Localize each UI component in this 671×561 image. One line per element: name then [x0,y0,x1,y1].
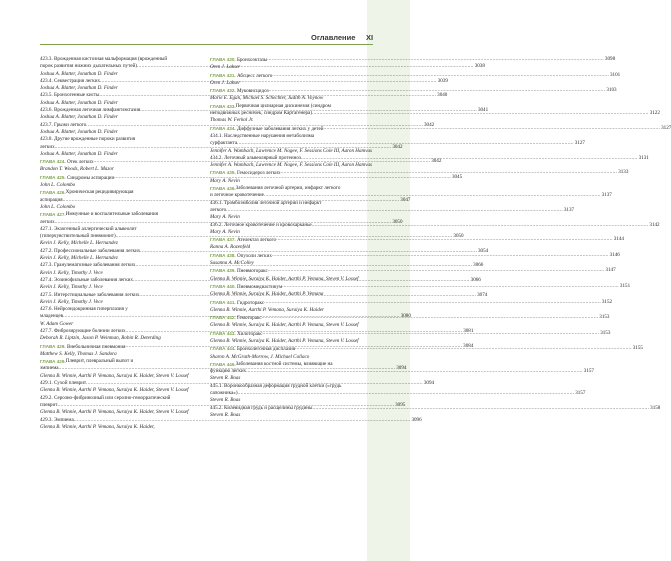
entry-title: функцию легких [210,368,247,375]
page-ref: 3038 [474,63,485,70]
page-ref: 3042 [423,121,435,128]
entry-title: 445.2. Килевидная грудь и расщелины грудины [210,404,313,411]
toc-section-entry[interactable]: 423.3. Врожденная кистозная мальформация (врожденный порок развития нижних дыхательных путей) ..... 3038 [40,56,198,71]
chapter-label: ГЛАВА 430. [210,57,236,62]
entry-title: ГЛАВА 442. Гемоторакс [210,315,262,322]
toc-authors: Jennifer A. Wambach, Lawrence M. Nogee, F. Sessions Cole III, Aaron Hamvas [210,147,372,154]
page-ref: 3146 [609,251,620,258]
page-ref: 3054 [477,247,489,254]
page-ref: 3040 [437,92,448,99]
page-ref: 3158 [650,404,661,411]
page-ref: 3127 [574,140,585,147]
toc-authors: Kevin J. Kelly, Timothy J. Vece [40,269,103,276]
entry-title: 423.4. Секвестрация легких [40,77,101,84]
entry-title: ГЛАВА 440. Пневмомедиастинум [210,283,283,290]
dot-leader [323,125,660,133]
page-ref: 3127 [661,124,671,131]
page-ref: 3103 [606,87,617,94]
toc-chapter-entry[interactable]: ГЛАВА 429. Плеврит, плевральный выпот и эмпиема ..... 3094 [40,358,198,373]
entry-title: 423.5. Бронхогенные кисты [40,92,100,99]
toc-section-entry[interactable]: 423.8. Другие врожденные пороки развития легких ..... 3042 [40,136,198,151]
page-ref: 3152 [601,298,613,305]
page-ref: 3066 [473,262,484,269]
toc-authors: Glenna B. Winnie, Aarthi P. Vemana, Suraiya K. Haider [210,306,324,313]
page-ref: 3081 [463,327,474,334]
chapter-label: ГЛАВА 437. [210,237,236,243]
toc-authors: Joshua A. Blatter, Jonathan D. Finder [40,114,118,121]
page-ref: 3042 [431,158,442,165]
entry-title: ГЛАВА 443. Хилоторакс [210,330,263,337]
page-ref: 3153 [600,329,611,336]
entry-title: порок развития нижних дыхательных путей) [40,63,138,70]
entry-title: 427.2. Профессиональные заболевания легких [40,247,141,254]
chapter-label: ГЛАВА 424. [40,159,66,165]
toc-chapter-entry[interactable] [210,267,616,275]
entry-title: легких [40,218,55,225]
entry-title: ГЛАВА 435. Гемосидероз легких [210,170,281,177]
toc-authors: Deborah R. Liptzin, Jason P. Weinman, Robin R. Deterding [40,335,161,342]
toc-authors: Oren J. Lakser [210,64,241,71]
page-ref: 3074 [477,291,488,298]
toc-authors: Marie E. Egan, Michael S. Schechter, Judith A. Voynow [210,95,324,102]
toc-authors: W. Adam Gower [40,320,74,327]
toc-authors: Oren J. Lakser [210,79,241,86]
toc-authors: Ranna A. Rozenfeld [210,244,251,251]
chapter-label: ГЛАВА 435. [210,170,236,176]
toc-authors: Steven R. Boas [210,411,241,418]
toc-chapter-entry[interactable] [210,87,617,95]
dot-leader [312,405,649,412]
dot-leader [237,140,574,147]
toc-authors: Kevin J. Kelly, Michelle L. Hernandez [40,240,118,247]
chapter-label: ГЛАВА 444. [210,346,236,352]
toc-authors: Jennifer A. Wambach, Lawrence M. Nogee, F. Sessions Cole III, Aaron Hamvas [210,162,372,169]
toc-chapter-entry[interactable] [210,56,616,64]
page-ref: 3047 [400,196,411,203]
entry-title: ГЛАВА 425. Синдромы аспирации [40,174,115,181]
entry-title: 423.7. Грыжи легкого [40,121,87,128]
entry-title: ГЛАВА 439. Пневмоторакс [210,268,268,275]
toc-authors: Glenna B. Winnie, Aarthi P. Vemana, Suraiya K. Haider, [40,423,155,430]
chapter-label: ГЛАВА 445. [210,361,236,367]
toc-authors: Joshua A. Blatter, Jonathan D. Finder [40,150,118,157]
page-ref: 3133 [618,169,629,176]
page-ref: 3157 [575,390,586,397]
entry-title: ГЛАВА 430. Бронхоэктазы [210,57,268,63]
entry-title: 434.2. Легочный альвеолярный протеиноз [210,154,301,161]
toc-section-entry[interactable] [40,416,422,424]
toc-authors: Glenna B. Winnie, Suraiya K. Haider, Aarthi P. Vemana, Steven V. Lossef [210,337,359,344]
chapter-label: ГЛАВА 428. [40,343,66,349]
entry-title: сапожника») [210,390,238,397]
toc-section-entry[interactable]: 429.2. Серозно-фибринозный или серозно-геморрагический плеврит ..... 3095 [40,395,198,410]
toc-chapter-entry[interactable]: ГЛАВА 445. Заболевания костной системы, влияющие на функцию легких ..... 3157 [210,361,372,376]
entry-title: 427.7. Фиброзирующие болезни легких [40,327,126,334]
toc-section-entry[interactable]: 436.1. Тромбоэмболия легочной артерии и инфаркт легкого ..... 3137 [210,200,372,215]
chapter-label: ГЛАВА 438. [210,252,236,258]
toc-chapter-entry[interactable] [210,282,631,291]
toc-authors: Glenna B. Winnie, Suraiya K. Haider, Aarthi P. Vemana, Steven V. Lossef [210,275,359,282]
entry-title: 429.1. Сухой плеврит [40,380,87,387]
page-ref: 3041 [477,107,489,114]
toc-authors: Glenna B. Winnie, Aarthi P. Vemana, Suraiya K. Haider, Steven V. Lossef [40,409,189,416]
page-ref: 3084 [463,342,474,349]
page-ref: 3050 [453,233,464,240]
chapter-label: ГЛАВА 442. [210,315,236,321]
page-ref: 3151 [619,282,631,289]
entry-title: 427.5. Интерстициальные заболевания легких [40,291,140,298]
toc-authors: Kevin J. Kelly, Timothy J. Vece [40,284,103,291]
entry-title: неподвижных ресничек, синдром Картагенера) [210,110,313,117]
toc-chapter-entry[interactable] [210,298,613,307]
chapter-label: ГЛАВА 433. [210,103,236,109]
toc-section-entry[interactable]: 445.1. Воронкообразная деформация грудной клетки («грудь сапожника») ..... 3157 [210,383,372,398]
entry-title: легкого [210,206,227,213]
dot-leader [312,222,649,229]
dot-leader [312,110,649,117]
toc-authors: Steven R. Boas [210,397,241,404]
toc-chapter-entry[interactable]: ГЛАВА 427. Иммунные и воспалительные заболевания легких ..... 3050 [40,211,198,226]
page-ref: 3137 [601,192,612,199]
entry-title: 427.4. Эозинофильные заболевания легких [40,276,133,283]
entry-title: аспирация [40,196,63,203]
toc-authors: Brandon T. Woods, Robert L. Mazor [40,166,114,173]
toc-section-entry[interactable]: 434.1. Наследственные нарушения метаболизма сурфактанта ..... 3127 [210,133,372,148]
page-ref: 3131 [638,154,649,161]
dot-leader [246,368,583,375]
toc-authors: Joshua A. Blatter, Jonathan D. Finder [40,85,118,92]
page-ref: 3095 [395,401,406,408]
dot-leader [226,207,563,214]
dot-leader [276,236,613,244]
toc-authors: Glenna B. Winnie, Suraiya K. Haider, Aarthi P. Vemana, Steven V. Lossef [210,322,359,329]
dot-leader [282,283,619,291]
page-ref: 3157 [583,368,594,375]
page-ref: 3153 [599,314,610,321]
page-ref: 3147 [605,267,616,274]
toc-authors: Joshua A. Blatter, Jonathan D. Finder [40,99,118,106]
toc-chapter-entry[interactable]: ГЛАВА 433. Первичная цилиарная дискинезия (синдром неподвижных ресничек, синдром Картагенера) ..... 3122 [210,103,372,118]
dot-leader [269,87,606,95]
entry-title: младенцев [40,313,63,320]
page-number: XI [366,33,374,42]
toc-authors: Kevin J. Kelly, Michelle L. Hernandez [40,255,118,262]
toc-authors: John L. Colombo [40,203,76,210]
page-ref: 3039 [437,77,448,84]
toc-chapter-entry[interactable] [210,251,620,260]
page-ref: 3122 [649,110,660,117]
dot-leader [264,299,601,307]
dot-leader [263,327,600,338]
header-rule [40,44,373,45]
chapter-label: ГЛАВА 427. [40,212,66,218]
toc-authors: Glenna B. Winnie, Aarthi P. Vemana, Suraiya K. Haider, Steven V. Lossef [40,372,189,379]
entry-title: 436.2. Легочное кровотечение и кровохарканье [210,221,312,228]
chapter-label: ГЛАВА 436. [210,186,236,192]
entry-title: легких [40,143,55,150]
toc-authors: John L. Colombo [40,182,76,189]
toc-authors: Steven R. Boas [210,375,241,382]
chapter-label: ГЛАВА 429. [40,359,66,365]
toc-chapter-entry[interactable]: ГЛАВА 426. Хроническая рецидивирующая аспирация ..... 3047 [40,189,198,204]
entry-title: эмпиема [40,365,59,372]
page-ref: 3155 [632,345,643,352]
toc-authors: Thomas W. Ferkol Jr. [210,117,254,124]
chapter-label: ГЛАВА 439. [210,268,236,274]
entry-title: ГЛАВА 424. Отек легких [40,159,94,166]
entry-title: 427.3. Гранулематозные заболевания легких [40,262,136,269]
toc-authors: Mary A. Nevin [210,214,240,221]
chapter-label: ГЛАВА 432. [210,88,236,94]
dot-leader [267,56,604,64]
entry-title: и легочное кровотечение [210,192,264,199]
running-title: Оглавление [311,33,356,42]
chapter-label: ГЛАВА 431. [210,72,236,78]
page-header [0,0,410,47]
toc-authors: Susanna A. McColley [210,260,254,267]
dot-leader [268,267,605,275]
page-ref: 3101 [609,71,621,78]
entry-title: ГЛАВА 444. Бронхолегочная дисплазия [210,346,296,353]
entry-title: 429.3. Эмпиема [40,416,74,423]
dot-leader [272,252,609,260]
toc-authors: Matthew S. Kelly, Thomas J. Sandora [40,350,117,357]
page-ref: 3042 [392,143,403,150]
toc-authors: Glenna B. Winnie, Aarthi P. Vemana, Suraiya K. Haider, Steven V. Lossef [40,387,189,394]
toc-section-entry[interactable]: 427.6. Нейроэндокринная гиперплазия у младенцев ..... 3080 [40,306,198,321]
dot-leader [272,72,609,80]
entry-title: 423.6. Врожденная легочная лимфангиэктазия [40,107,141,114]
chapter-label: ГЛАВА 443. [210,330,236,336]
toc-authors: Glenna B. Winnie, Suraiya K. Haider, Aarthi P. Vemana [210,291,324,298]
entry-title: ГЛАВА 431. Абсцесс легкого [210,72,273,79]
toc-authors: Mary A. Nevin [210,177,240,184]
dot-leader [295,342,632,353]
toc-authors: Joshua A. Blatter, Jonathan D. Finder [40,128,118,135]
chapter-label: ГЛАВА 441. [210,299,236,305]
toc-authors: Sharon A. McGrath-Morrow, J. Michael Collaco [210,353,310,360]
page-ref: 3137 [563,206,575,213]
chapter-label: ГЛАВА 425. [40,174,66,180]
page-ref: 3098 [604,56,616,62]
toc-authors: Kevin J. Kelly, Timothy J. Vece [40,298,103,305]
entry-title: ГЛАВА 437. Ателектаз легкого [210,237,277,244]
entry-title: ГЛАВА 428. Внебольничная пневмония [40,343,126,350]
page-ref: 3080 [400,313,411,320]
page-ref: 3045 [451,173,463,180]
page-ref: 3094 [396,365,407,372]
chapter-label: ГЛАВА 426. [40,190,66,196]
entry-title: ГЛАВА 434. Диффузные заболевания легких у детей [210,125,324,132]
entry-title: плеврит [40,401,58,408]
page-ref: 3096 [411,416,422,423]
page-ref: 3094 [423,380,435,387]
dot-leader [281,169,618,177]
dot-leader [264,192,601,199]
entry-title: (гиперчувствительный пневмонит) [40,233,116,240]
chapter-label: ГЛАВА 440. [210,283,236,289]
page-ref: 3144 [613,236,624,243]
entry-title: ГЛАВА 432. Муковисцидоз [210,88,269,95]
entry-title: сурфактанта [210,140,238,147]
dot-leader [238,390,575,397]
chapter-label: ГЛАВА 434. [210,125,236,131]
toc-chapter-entry[interactable] [210,71,621,80]
page-ref: 3142 [649,221,660,228]
toc-section-entry[interactable]: 427.1. Экзогенный аллергический альвеолит (гиперчувствительный пневмонит) ..... 3050 [40,226,198,241]
page-ref: 3050 [392,218,403,225]
toc-authors: Mary A. Nevin [210,228,240,235]
page-ref: 3066 [470,276,481,283]
entry-title: ГЛАВА 441. Гидроторакс [210,299,265,306]
toc-authors: Joshua A. Blatter, Jonathan D. Finder [40,70,118,77]
toc-chapter-entry[interactable]: ГЛАВА 436. Заболевания легочной артерии, инфаркт легкого и легочное кровотечение ..... 3137 [210,185,372,200]
entry-title: ГЛАВА 438. Опухоли легких [210,252,272,259]
